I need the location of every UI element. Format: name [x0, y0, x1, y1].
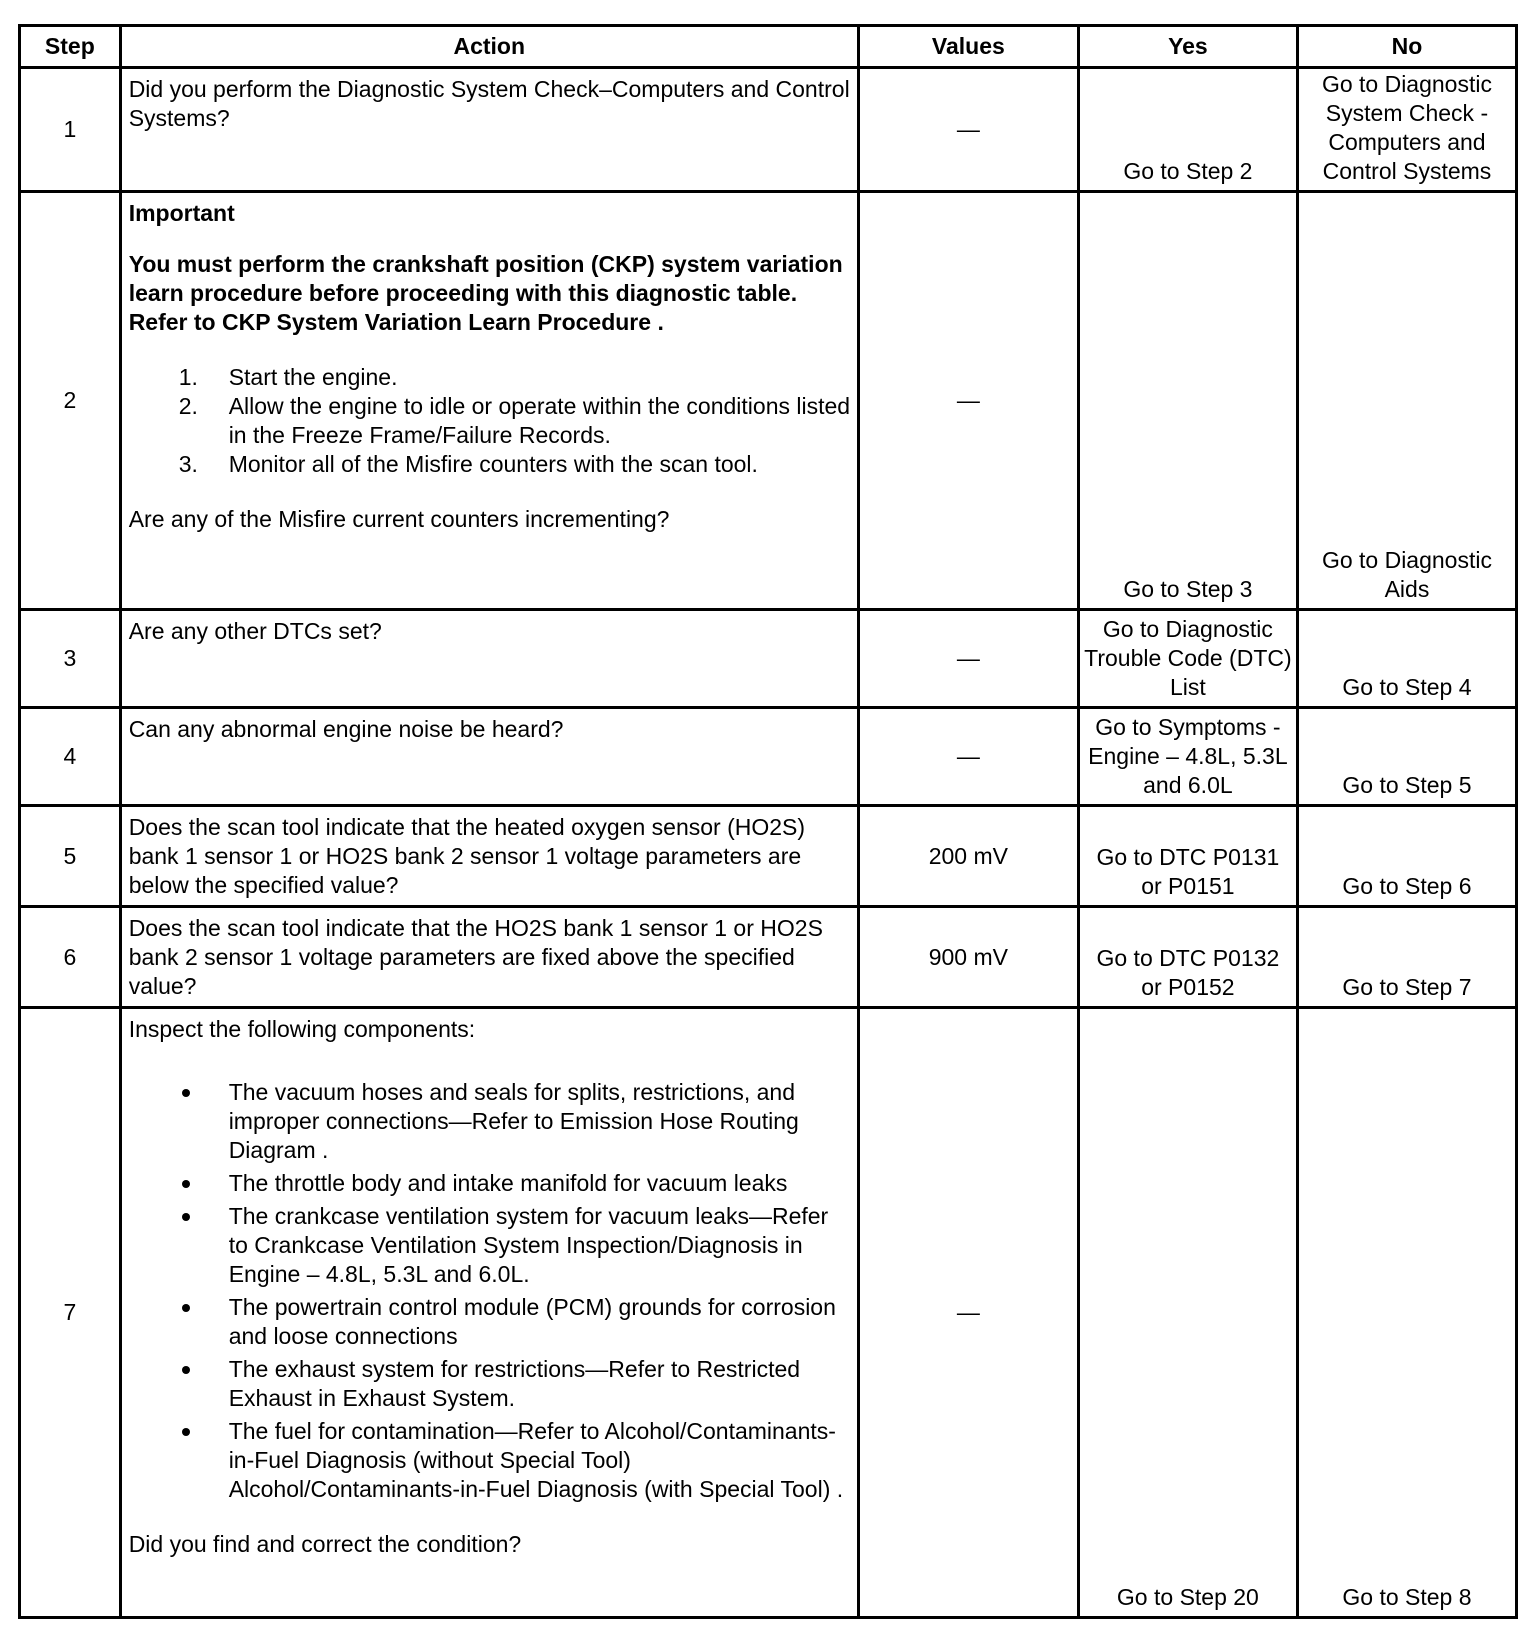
value-cell: 900 mV: [858, 907, 1078, 1008]
table-row: [20, 1008, 1517, 1618]
table-row: [20, 610, 1517, 708]
list-text: Start the engine.: [228, 364, 398, 390]
action-cell: [120, 192, 858, 610]
yes-link[interactable]: Go to DTC P0131 or P0151: [1078, 806, 1297, 907]
bullet-icon: [182, 1366, 190, 1374]
list-item: [129, 392, 851, 450]
step-number: 7: [20, 1008, 121, 1618]
list-text: The powertrain control module (PCM) grounds for corrosion and loose connections: [228, 1294, 836, 1349]
yes-link[interactable]: Go to DTC P0132 or P0152: [1078, 907, 1297, 1008]
step-number: 1: [20, 68, 121, 192]
list-number: 1.: [178, 364, 198, 390]
question-text: Are any of the Misfire current counters incrementing?: [128, 506, 670, 532]
list-item: [129, 1202, 851, 1289]
list-item: [129, 1169, 851, 1198]
no-link[interactable]: Go to Step 4: [1297, 610, 1516, 708]
no-link[interactable]: Go to Diagnostic Aids: [1297, 192, 1516, 610]
step-number: 5: [20, 806, 121, 907]
list-text: The exhaust system for restrictions—Refer to Restricted Exhaust in Exhaust System.: [228, 1356, 801, 1411]
header-values: Values: [858, 26, 1078, 68]
yes-link[interactable]: Go to Step 3: [1078, 192, 1297, 610]
list-item: [129, 363, 851, 392]
header-step: Step: [20, 26, 121, 68]
value-cell: —: [858, 1008, 1078, 1618]
action-text: Can any abnormal engine noise be heard?: [120, 708, 858, 806]
bullet-icon: [182, 1304, 190, 1312]
table-row: [20, 907, 1517, 1008]
procedure-list: [129, 363, 851, 479]
header-row: [20, 26, 1517, 68]
list-text: Monitor all of the Misfire counters with the scan tool.: [228, 451, 758, 477]
header-no: No: [1297, 26, 1516, 68]
component-list: [129, 1078, 851, 1504]
list-text: The throttle body and intake manifold for vacuum leaks: [228, 1170, 788, 1196]
step-number: 4: [20, 708, 121, 806]
list-item: [129, 1293, 851, 1351]
bullet-icon: [182, 1428, 190, 1436]
yes-link[interactable]: Go to Diagnostic Trouble Code (DTC) List: [1078, 610, 1297, 708]
value-cell: —: [858, 192, 1078, 610]
bullet-icon: [182, 1180, 190, 1188]
important-title: Important: [128, 200, 235, 226]
table-row: [20, 806, 1517, 907]
value-cell: —: [858, 610, 1078, 708]
yes-link[interactable]: Go to Symptoms - Engine – 4.8L, 5.3L and 6.0L: [1078, 708, 1297, 806]
list-item: [129, 1417, 851, 1504]
diagnostic-table: [18, 24, 1518, 1619]
bullet-icon: [182, 1089, 190, 1097]
action-text: Are any other DTCs set?: [120, 610, 858, 708]
list-number: 3.: [178, 451, 198, 477]
value-cell: —: [858, 68, 1078, 192]
no-link[interactable]: Go to Diagnostic System Check - Computers and Control Systems: [1297, 68, 1516, 192]
no-link[interactable]: Go to Step 8: [1297, 1008, 1516, 1618]
no-link[interactable]: Go to Step 5: [1297, 708, 1516, 806]
value-cell: —: [858, 708, 1078, 806]
list-text: The crankcase ventilation system for vacuum leaks—Refer to Crankcase Ventilation System Inspection/Diagnosis in Engine – 4.8L, 5.3L and 6.0L.: [228, 1203, 829, 1287]
list-item: [129, 1355, 851, 1413]
list-item: [129, 450, 851, 479]
action-cell: [120, 1008, 858, 1618]
step-number: 3: [20, 610, 121, 708]
question-text: Did you find and correct the condition?: [128, 1531, 522, 1557]
action-text: Does the scan tool indicate that the heated oxygen sensor (HO2S) bank 1 sensor 1 or HO2S bank 2 sensor 1 voltage parameters are below the specified value?: [120, 806, 858, 907]
no-link[interactable]: Go to Step 6: [1297, 806, 1516, 907]
header-yes: Yes: [1078, 26, 1297, 68]
table-row: [20, 68, 1517, 192]
yes-link[interactable]: Go to Step 2: [1078, 68, 1297, 192]
header-action: Action: [120, 26, 858, 68]
list-text: Allow the engine to idle or operate within the conditions listed in the Freeze Frame/Failure Records.: [228, 393, 851, 448]
table-row: [20, 708, 1517, 806]
intro-text: Inspect the following components:: [128, 1016, 476, 1042]
no-link[interactable]: Go to Step 7: [1297, 907, 1516, 1008]
yes-link[interactable]: Go to Step 20: [1078, 1008, 1297, 1618]
step-number: 2: [20, 192, 121, 610]
list-number: 2.: [178, 393, 198, 419]
important-text: You must perform the crankshaft position (CKP) system variation learn procedure before proceeding with this diagnostic table. Refer to CKP System Variation Learn Procedure .: [128, 251, 843, 335]
action-text: Does the scan tool indicate that the HO2S bank 1 sensor 1 or HO2S bank 2 sensor 1 voltage parameters are fixed above the specified value?: [120, 907, 858, 1008]
value-cell: 200 mV: [858, 806, 1078, 907]
list-text: The vacuum hoses and seals for splits, restrictions, and improper connections—Refer to Emission Hose Routing Diagram .: [228, 1079, 799, 1163]
step-number: 6: [20, 907, 121, 1008]
bullet-icon: [182, 1213, 190, 1221]
list-item: [129, 1078, 851, 1165]
table-row: [20, 192, 1517, 610]
action-text: Did you perform the Diagnostic System Check–Computers and Control Systems?: [120, 68, 858, 192]
list-text: The fuel for contamination—Refer to Alcohol/Contaminants-in-Fuel Diagnosis (without Special Tool) Alcohol/Contaminants-in-Fuel Diagnosis (with Special Tool) .: [228, 1418, 844, 1502]
